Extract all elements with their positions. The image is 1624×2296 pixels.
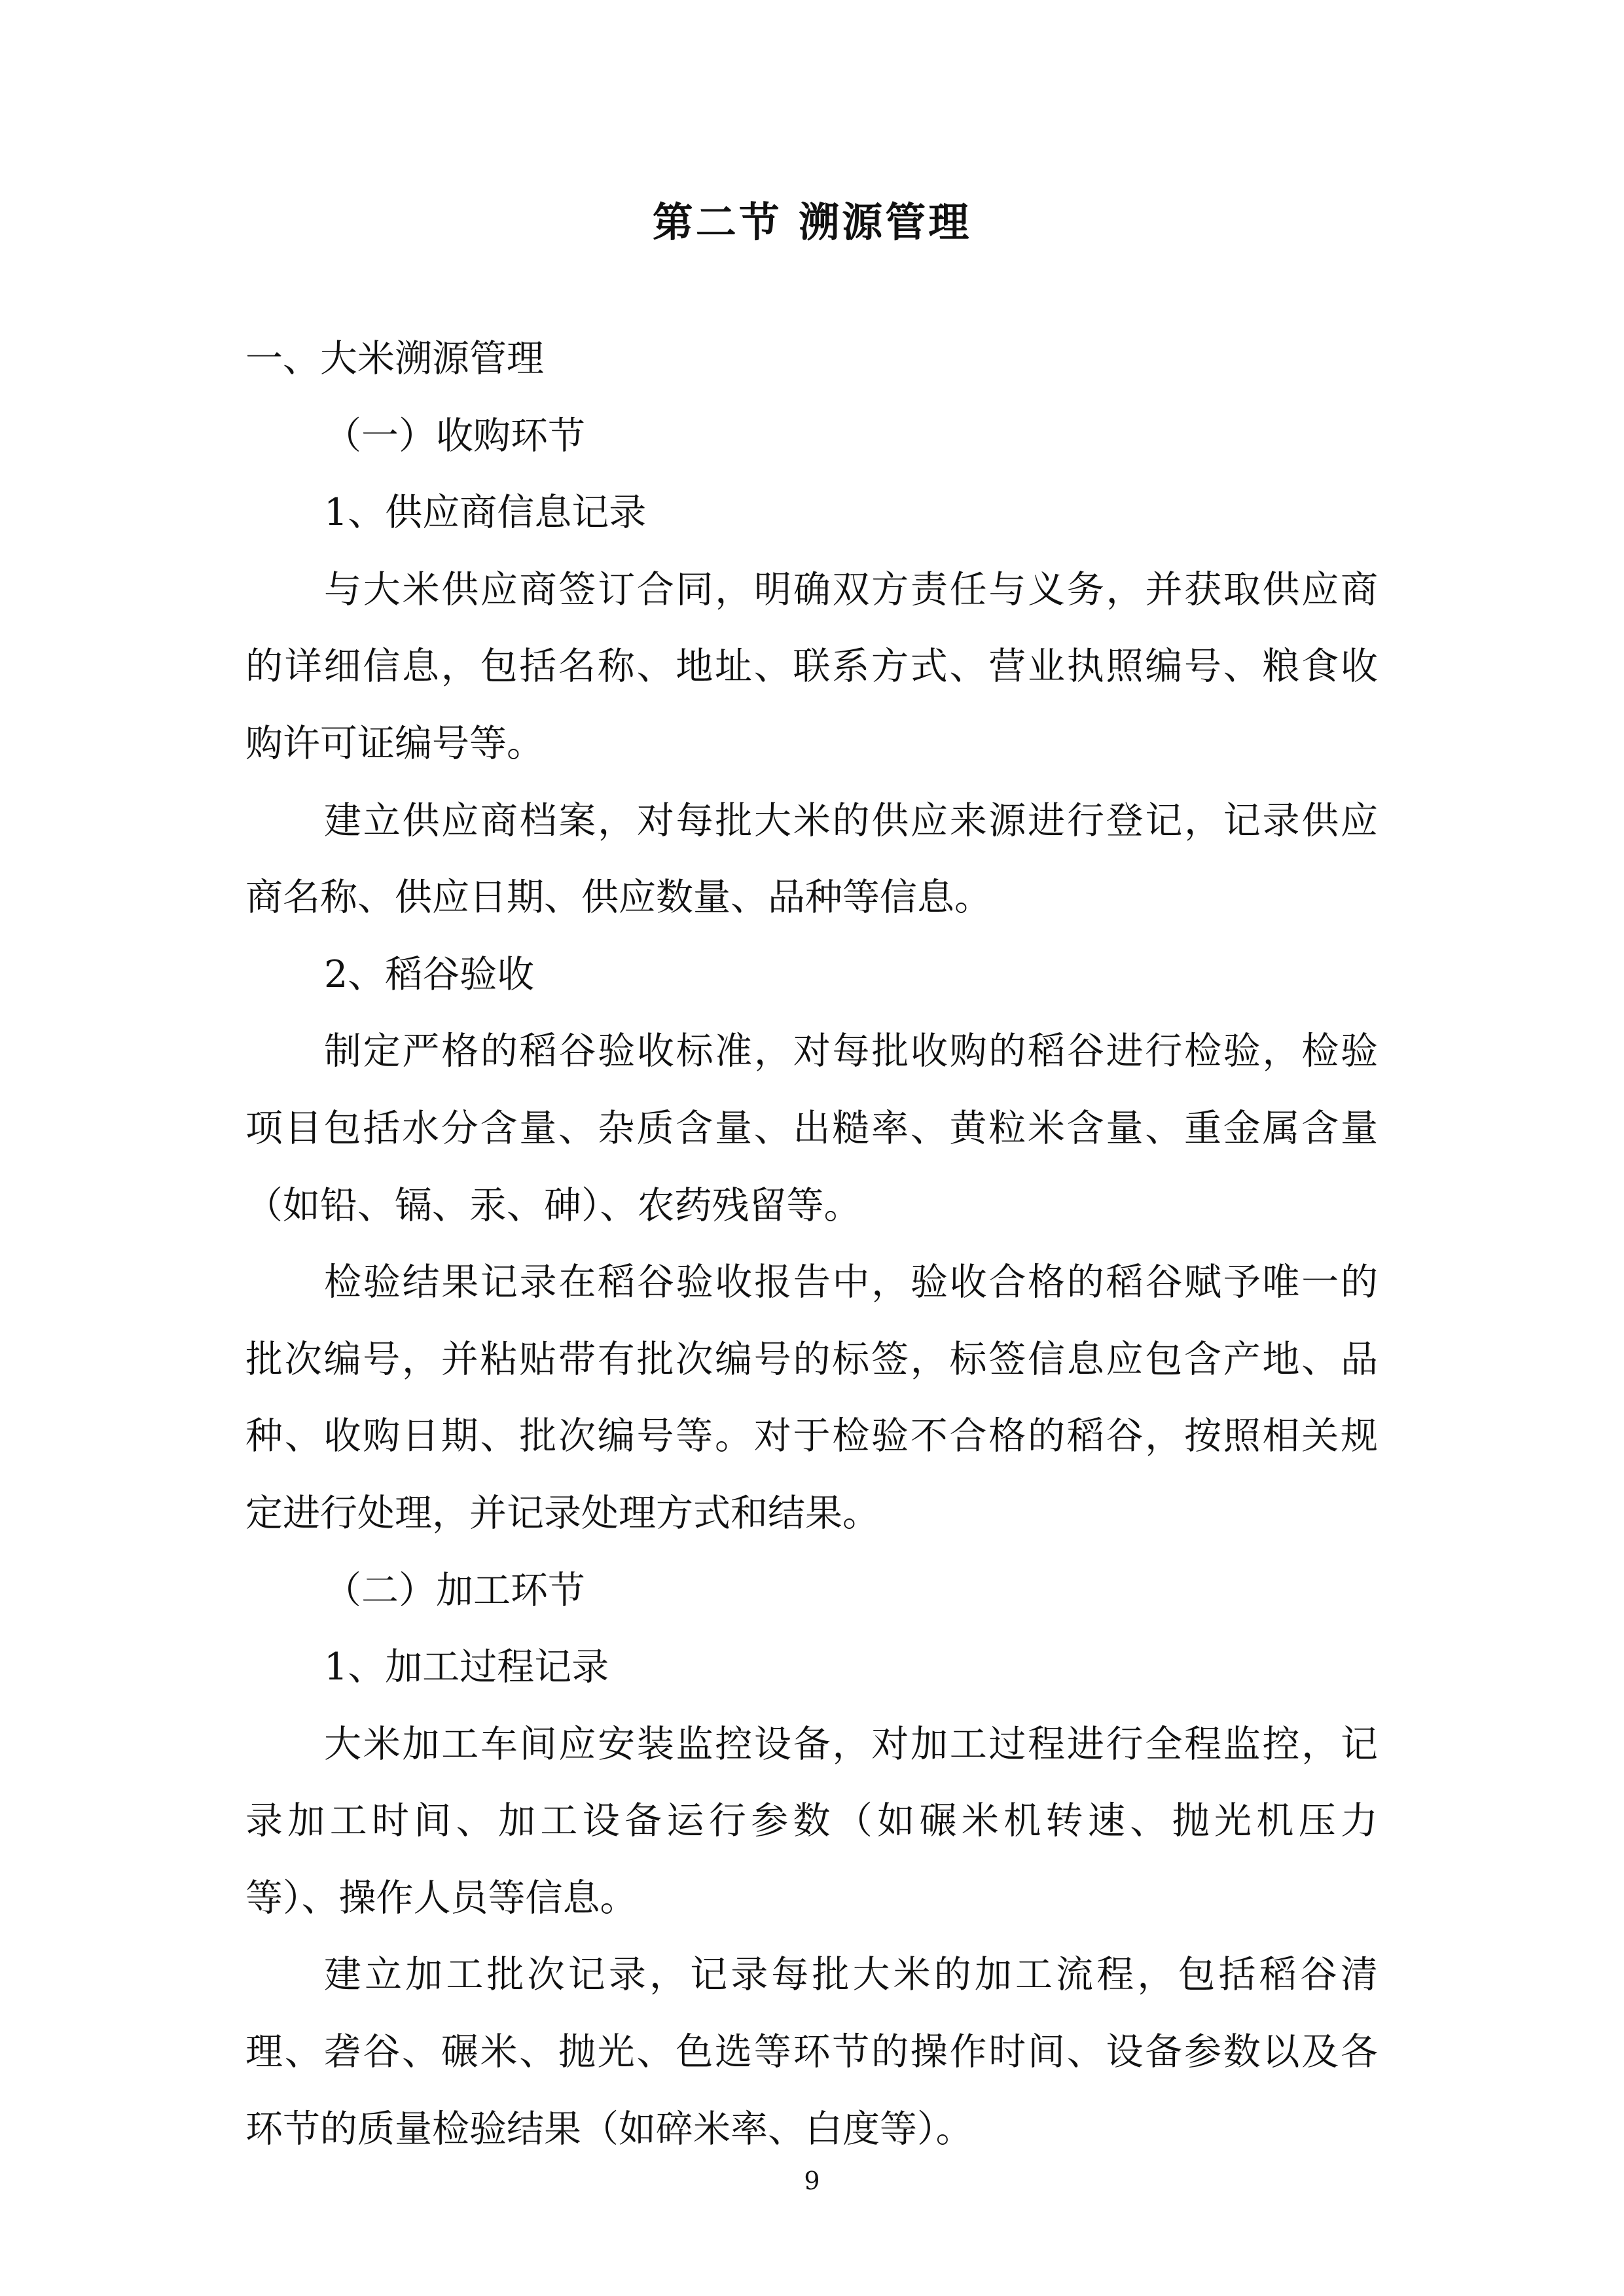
paragraph-line: 与大米供应商签订合同，明确双方责任与义务，并获取供应商 bbox=[324, 567, 1378, 611]
paragraph-line: 定进行处理，并记录处理方式和结果。 bbox=[245, 1491, 880, 1535]
item-process-records: 1、加工过程记录 bbox=[324, 1645, 609, 1689]
item-paddy-inspection: 2、稻谷验收 bbox=[324, 952, 535, 996]
paragraph-line: 建立供应商档案，对每批大米的供应来源进行登记，记录供应 bbox=[324, 798, 1378, 842]
subheading-processing: （二）加工环节 bbox=[324, 1568, 585, 1612]
paragraph-line: 批次编号，并粘贴带有批次编号的标签，标签信息应包含产地、品 bbox=[245, 1337, 1378, 1381]
subheading-purchase: （一）收购环节 bbox=[324, 414, 585, 457]
paragraph-line: 等）、操作人员等信息。 bbox=[245, 1876, 638, 1920]
paragraph-line: （如铅、镉、汞、砷）、农药残留等。 bbox=[245, 1183, 861, 1227]
paragraph-line: 环节的质量检验结果（如碎米率、白度等）。 bbox=[245, 2107, 973, 2151]
paragraph-line: 制定严格的稻谷验收标准，对每批收购的稻谷进行检验，检验 bbox=[324, 1030, 1378, 1073]
paragraph-line: 检验结果记录在稻谷验收报告中，验收合格的稻谷赋予唯一的 bbox=[324, 1261, 1378, 1304]
document-body bbox=[245, 321, 1378, 2168]
paragraph-line: 种、收购日期、批次编号等。对于检验不合格的稻谷，按照相关规 bbox=[245, 1414, 1378, 1458]
paragraph-line: 项目包括水分含量、杂质含量、出糙率、黄粒米含量、重金属含量 bbox=[245, 1106, 1378, 1150]
paragraph-line: 大米加工车间应安装监控设备，对加工过程进行全程监控，记 bbox=[324, 1722, 1378, 1766]
paragraph-line: 理、砻谷、碾米、抛光、色选等环节的操作时间、设备参数以及各 bbox=[245, 2030, 1378, 2074]
paragraph-line: 购许可证编号等。 bbox=[245, 721, 544, 765]
paragraph-line: 录加工时间、加工设备运行参数（如碾米机转速、抛光机压力 bbox=[245, 1799, 1378, 1843]
heading-rice-traceability: 一、大米溯源管理 bbox=[245, 337, 544, 380]
page-number: 9 bbox=[804, 2166, 820, 2195]
section-title: 第二节 溯源管理 bbox=[652, 198, 972, 246]
item-supplier-records: 1、供应商信息记录 bbox=[324, 491, 647, 535]
paragraph-line: 商名称、供应日期、供应数量、品种等信息。 bbox=[245, 876, 992, 920]
paragraph-line: 建立加工批次记录，记录每批大米的加工流程，包括稻谷清 bbox=[324, 1953, 1378, 1997]
paragraph-line: 的详细信息，包括名称、地址、联系方式、营业执照编号、粮食收 bbox=[245, 645, 1378, 689]
